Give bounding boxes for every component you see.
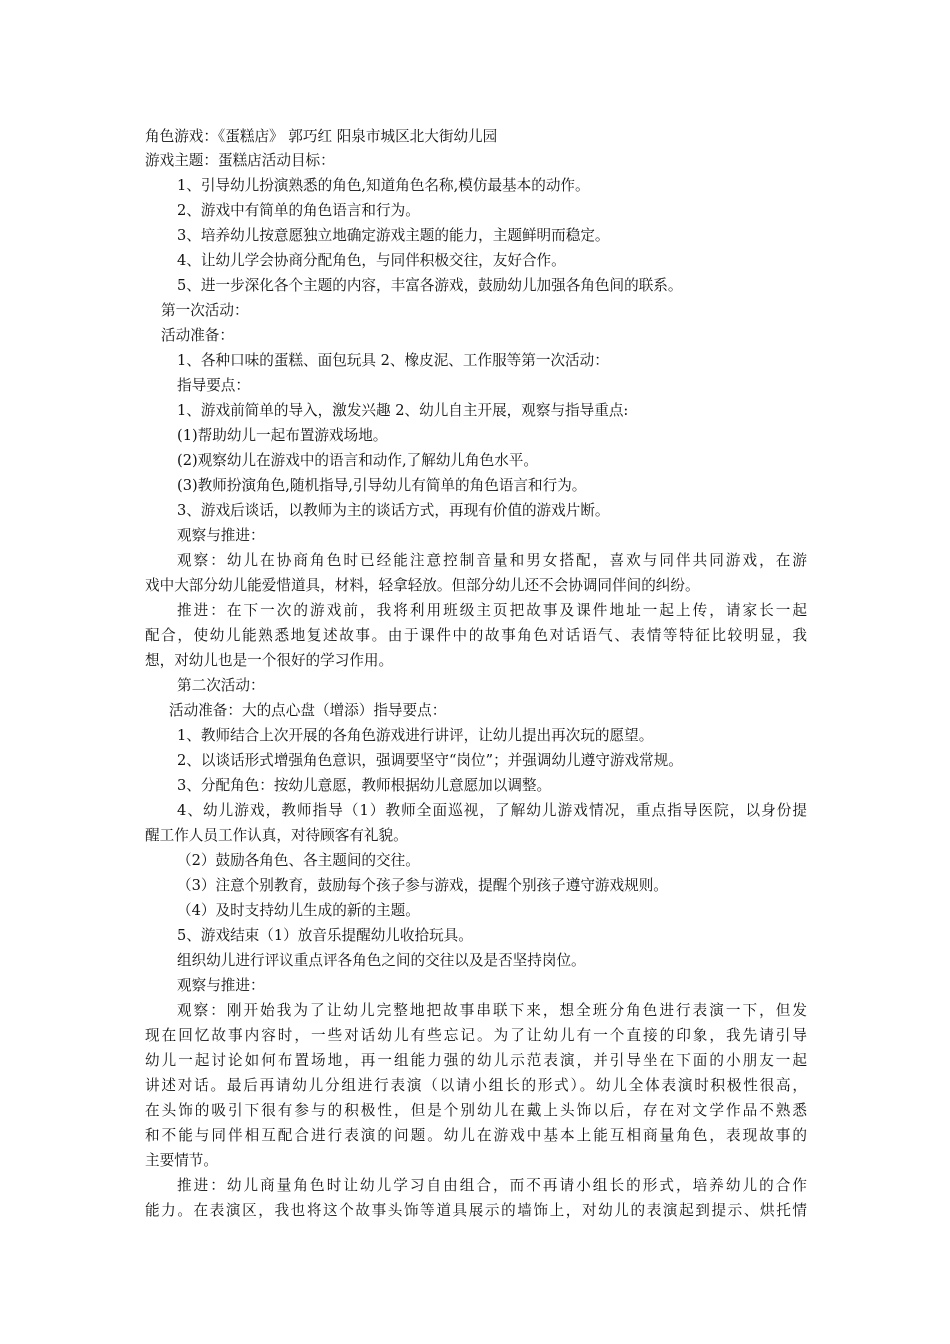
second-sub-item: （4）及时支持幼儿生成的新的主题。 [177,902,420,919]
second-sub-item: （2）鼓励各角色、各主题间的交往。 [177,852,420,869]
second-step4-line: 醒工作人员工作认真，对待顾客有礼貌。 [145,827,408,844]
second-observe-heading: 观察与推进： [177,977,265,994]
second-advance-line: 能力。在表演区，我也将这个故事头饰等道具展示的墙饰上，对幼儿的表演起到提示、烘托情 [145,1202,807,1219]
first-observe-line: 戏中大部分幼儿能爱惜道具，材料，轻拿轻放。但部分幼儿还不会协调同伴间的纠纷。 [145,577,700,594]
first-prep-text: 1、各种口味的蛋糕、面包玩具 2、橡皮泥、工作服等第一次活动： [177,352,609,369]
goal-item: 1、引导幼儿扮演熟悉的角色,知道角色名称,模仿最基本的动作。 [177,177,590,194]
second-prep-line: 活动准备：大的点心盘（增添）指导要点： [169,702,447,719]
second-observe-line: 讲述对话。最后再请幼儿分组进行表演（以请小组长的形式）。幼儿全体表演时积极性很高， [145,1077,807,1094]
goal-item: 2、游戏中有简单的角色语言和行为。 [177,202,420,219]
second-step: 1、教师结合上次开展的各角色游戏进行讲评，让幼儿提出再次玩的愿望。 [177,727,654,744]
goal-item: 5、进一步深化各个主题的内容，丰富各游戏，鼓励幼儿加强各角色间的联系。 [177,277,683,294]
second-organize: 组织幼儿进行评议重点评各角色之间的交往以及是否坚持岗位。 [177,952,586,969]
second-step: 3、分配角色：按幼儿意愿，教师根据幼儿意愿加以调整。 [177,777,552,794]
second-observe-line: 观察：刚开始我为了让幼儿完整地把故事串联下来，想全班分角色进行表演一下，但发 [177,1002,807,1019]
second-advance-line: 推进：幼儿商量角色时让幼儿学习自由组合，而不再请小组长的形式，培养幼儿的合作 [177,1177,807,1194]
goal-item: 4、让幼儿学会协商分配角色，与同伴积极交往，友好合作。 [177,252,566,269]
first-guide-item: (3)教师扮演角色,随机指导,引导幼儿有简单的角色语言和行为。 [177,477,587,494]
second-activity-heading: 第二次活动： [177,677,265,694]
first-guide-item: (2)观察幼儿在游戏中的语言和动作,了解幼儿角色水平。 [177,452,538,469]
first-advance-line: 想，对幼儿也是一个很好的学习作用。 [145,652,394,669]
first-guide-item: (1)帮助幼儿一起布置游戏场地。 [177,427,388,444]
first-advance-line: 配合，使幼儿能熟悉地复述故事。由于课件中的故事角色对话语气、表情等特征比较明显，我 [145,627,807,644]
first-guide-heading: 指导要点： [177,377,250,394]
first-advance-line: 推进：在下一次的游戏前，我将利用班级主页把故事及课件地址一起上传，请家长一起 [177,602,807,619]
first-activity-heading: 第一次活动： [161,302,249,319]
second-observe-line: 和不能与同伴相互配合进行表演的问题。幼儿在游戏中基本上能互相商量角色，表现故事的 [145,1127,807,1144]
first-observe-heading: 观察与推进： [177,527,265,544]
second-step4-line: 4、幼儿游戏，教师指导（1）教师全面巡视，了解幼儿游戏情况，重点指导医院，以身份提 [177,802,807,819]
theme-line: 游戏主题：蛋糕店活动目标： [145,152,335,169]
first-after-talk: 3、游戏后谈话，以教师为主的谈话方式，再现有价值的游戏片断。 [177,502,610,519]
first-guide-intro: 1、游戏前简单的导入，激发兴趣 2、幼儿自主开展，观察与指导重点: [177,402,629,419]
second-observe-line: 在头饰的吸引下很有参与的积极性，但是个别幼儿在戴上头饰以后，存在对文学作品不熟悉 [145,1102,807,1119]
second-step: 2、以谈话形式增强角色意识，强调要坚守“岗位”；并强调幼儿遵守游戏常规。 [177,752,683,769]
goal-item: 3、培养幼儿按意愿独立地确定游戏主题的能力，主题鲜明而稳定。 [177,227,610,244]
second-observe-line: 幼儿一起讨论如何布置场地，再一组能力强的幼儿示范表演，并引导坐在下面的小朋友一起 [145,1052,807,1069]
first-observe-line: 观察：幼儿在协商角色时已经能注意控制音量和男女搭配，喜欢与同伴共同游戏，在游 [177,552,807,569]
title-line: 角色游戏：《蛋糕店》 郭巧红 阳泉市城区北大街幼儿园 [145,128,498,145]
second-step5: 5、游戏结束（1）放音乐提醒幼儿收拾玩具。 [177,927,473,944]
second-observe-line: 现在回忆故事内容时，一些对话幼儿有些忘记。为了让幼儿有一个直接的印象，我先请引导 [145,1027,807,1044]
second-sub-item: （3）注意个别教育，鼓励每个孩子参与游戏，提醒个别孩子遵守游戏规则。 [177,877,668,894]
first-prep-heading: 活动准备： [161,327,234,344]
second-observe-line: 主要情节。 [145,1152,218,1169]
